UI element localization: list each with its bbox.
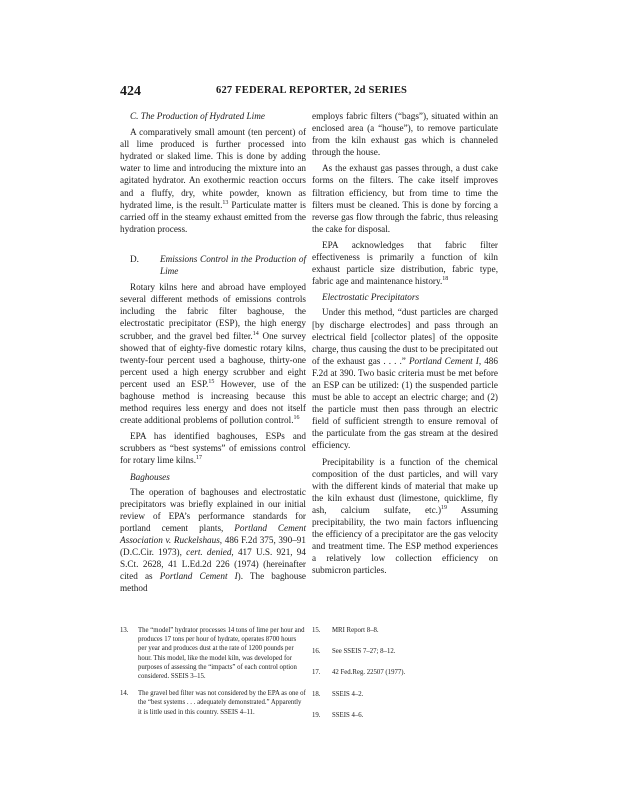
footnotes-right [312, 626, 498, 732]
page-header [120, 84, 516, 100]
paragraph: employs fabric filters (“bags”), situated within an enclosed area (a “house”), to remove particulate from the kiln exhaust gas which is channeled through the house. [312, 111, 498, 158]
footnote [312, 647, 498, 656]
paragraph: Rotary kilns here and abroad have employed several different methods of emissions controls including the fabric filter baghouse, the electrostatic precipitator (ESP), the high energy scrubber, and the gravel bed filter.$^{14}$ One survey showed that of eighty-five domestic rotary kilns, twenty-four percent used a baghouse, thirty-one percent used a high energy scrubber and eight percent used an ESP.$^{15}$ However, use of the baghouse method is increasing because this method requires less energy and does not itself create additional problems of pollution control.$^{16}$ [120, 282, 306, 426]
paragraph: As the exhaust gas passes through, a dust cake forms on the filters. The cake itself improves filtration efficiency, but from time to time the filters must be cleaned. This is done by forcing a reverse gas flow through the fabric, thus releasing the cake for disposal. [312, 163, 498, 234]
footnote-text: SSEIS 4–6. [332, 711, 364, 719]
esp-heading: Electrostatic Precipitators [322, 292, 420, 303]
paragraph: Precipitability is a function of the chemical composition of the dust particles, and will vary with the different kinds of material that make up the kiln exhaust dust (limestone, quicklime, fly ash, calcium sulfate, etc.)$^{19}$ Assuming precipitability, the two main factors influencing the efficiency of a precipitator are the gas velocity and treatment time. The ESP method experiences a relatively low collection efficiency on submicron particles. [312, 456, 498, 576]
paragraph: A comparatively small amount (ten percent) of all lime produced is further processed into hydrated or slaked lime. This is done by adding water to lime and introducing the mixture into an agitated hydrator. An exothermic reaction occurs and a fluffy, dry, white powder, known as hydrated lime, is the result.$^{13}$ Particulate matter is carried off in the steamy exhaust emitted from the hydration process. [120, 127, 306, 234]
baghouses-heading: Baghouses [130, 471, 170, 482]
footnote-number: 17. [312, 669, 321, 677]
footnote-ref[interactable]: 14 [252, 330, 259, 337]
left-column [120, 110, 306, 598]
footnote-text: The gravel bed filter was not considered by the EPA as one of the “best systems . . . adequately demonstrated.” Apparently it is little used in this country. SSEIS 4–11. [138, 690, 306, 716]
footnote-text: MRI Report 8–8. [332, 627, 379, 634]
footnote-number: 13. [120, 627, 129, 634]
footnote-text: The “model” hydrator processes 14 tons of lime per hour and produces 17 tons per hour of hydrate, operates 8700 hours per year and produces dust at the rate of 1200 pounds per hour. This model, like the model kiln, was developed for purposes of assessing the “impacts” of each control option considered. SSEIS 3–15. [138, 627, 305, 681]
footnote-text: 42 Fed.Reg. 22507 (1977). [332, 669, 406, 677]
paragraph: Under this method, “dust particles are charged [by discharge electrodes] and pass through an electrical field [collector plates] of the opposite charge, thus causing the dust to be precipitated out of the exhaust gas . . . .” Portland Cement I, 486 F.2d at 390. Two basic criteria must be met before an ESP can be utilized: (1) the suspended particle must be able to accept an electric charge; and (2) the particle must then pass through an electric field of sufficient strength to ensure removal of the particulate from the gas stream at the desired efficiency. [312, 307, 498, 451]
paragraph: EPA has identified baghouses, ESPs and scrubbers as “best systems” of emissions control for rotary lime kilns.$^{17}$ [120, 431, 306, 466]
footnote-ref[interactable]: 19 [441, 504, 448, 511]
footnote-ref[interactable]: 15 [208, 378, 215, 385]
footnote-ref[interactable]: 17 [196, 455, 203, 462]
spacer [120, 239, 306, 253]
footnote-number: 15. [312, 627, 321, 634]
footnote-text: SSEIS 4–2. [332, 690, 364, 698]
footnote-ref[interactable]: 18 [442, 276, 449, 283]
footnote-number: 18. [312, 690, 321, 698]
section-c-heading: C. The Production of Hydrated Lime [130, 111, 265, 121]
footnote [120, 689, 306, 717]
footnote-ref[interactable]: 13 [222, 199, 229, 206]
footnote-number: 16. [312, 648, 321, 656]
paragraph: The operation of baghouses and electrostatic precipitators was briefly explained in our initial review of EPA’s performance standards for portland cement plants, Portland Cement Association v. Ruckelshaus, 486 F.2d 375, 390–91 (D.C.Cir. 1973), cert. denied, 417 U.S. 921, 94 S.Ct. 2628, 41 L.Ed.2d 226 (1974) (hereinafter cited as Portland Cement I). The baghouse method [120, 486, 306, 594]
case-name: Portland Cement Association v. Ruckelshaus [120, 522, 306, 545]
footnotes-left [120, 626, 306, 725]
page-number: 424 [120, 84, 141, 99]
paragraph: EPA acknowledges that fabric filter effectiveness is primarily a function of kiln exhaust particle size distribution, fabric type, fabric age and maintenance history.$^{18}$ [312, 239, 498, 287]
section-d-heading: D. Emissions Control in the Production of Lime [130, 253, 306, 277]
footnote [312, 668, 498, 677]
footnote [312, 690, 498, 699]
footnote-number: 14. [120, 690, 129, 698]
running-head: 627 FEDERAL REPORTER, 2d SERIES [216, 85, 408, 96]
footnote-text: See SSEIS 7–27; 8–12. [332, 648, 396, 656]
footnote [312, 626, 498, 635]
footnote [312, 711, 498, 720]
footnote [120, 626, 306, 681]
footnote-ref[interactable]: 16 [293, 415, 300, 422]
right-column [312, 110, 498, 580]
footnote-number: 19. [312, 711, 321, 719]
